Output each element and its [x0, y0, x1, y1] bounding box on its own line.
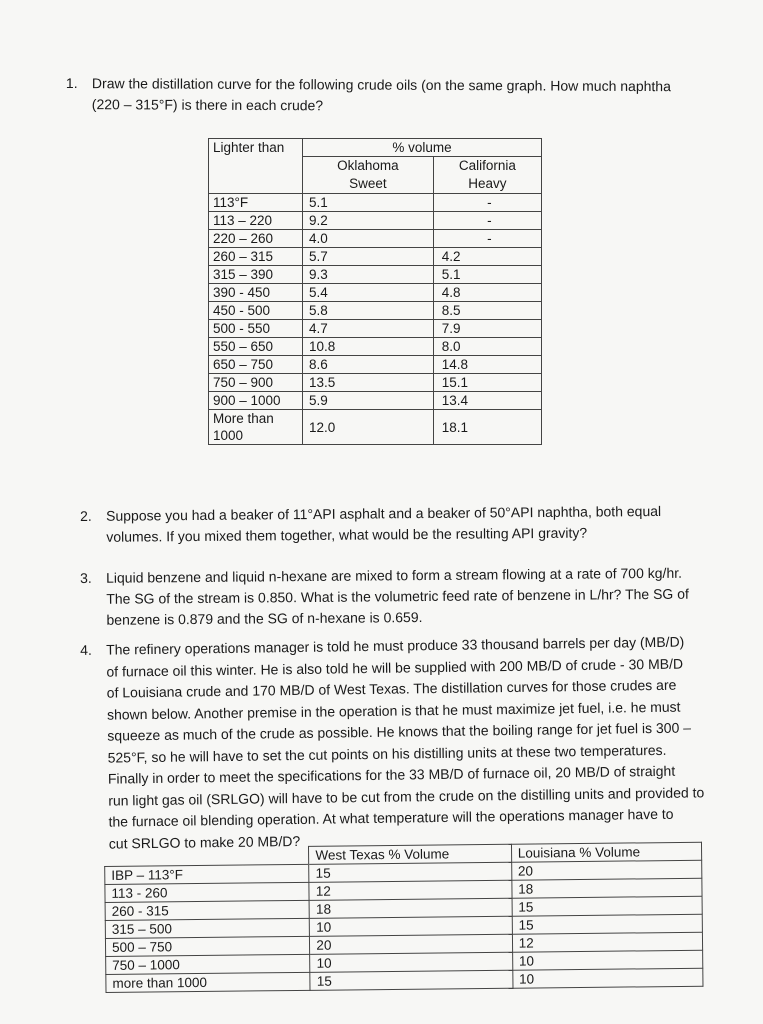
louisiana-cell: 18	[512, 878, 702, 898]
question-number: 3.	[80, 569, 92, 586]
question-text	[106, 631, 723, 855]
california-cell: 8.5	[433, 302, 541, 320]
table-row	[209, 284, 542, 302]
question-text-line: 525°F, so he will have to set the cut points on his distilling units at these two temperatures.	[107, 741, 667, 766]
range-cell: 113°F	[209, 194, 303, 212]
question-text-line: benzene is 0.879 and the SG of n-hexane is 0.659.	[106, 609, 423, 628]
question-text-line: the furnace oil blending operation. At what temperature will the operations manager have to	[108, 805, 674, 830]
west-texas-cell: 18	[309, 898, 512, 918]
california-cell: 4.8	[433, 284, 541, 302]
crude-oil-volume-table	[208, 138, 542, 445]
oklahoma-cell: 5.9	[302, 392, 433, 410]
table-body	[105, 860, 703, 992]
range-cell: 500 - 550	[209, 320, 303, 338]
range-cell: 315 – 500	[105, 918, 310, 938]
california-cell: -	[433, 230, 541, 248]
header-california-heavy: California Heavy	[433, 157, 541, 194]
range-cell: 315 – 390	[209, 266, 303, 284]
header-west-texas: West Texas % Volume	[309, 844, 512, 864]
question-text-line: cut SRLGO to make 20 MB/D?	[108, 832, 301, 852]
table-row	[209, 230, 542, 248]
range-cell: 500 – 750	[105, 936, 310, 956]
table-row	[209, 212, 542, 230]
oklahoma-cell: 5.1	[302, 194, 433, 212]
table-row	[209, 194, 542, 212]
table-row	[209, 374, 542, 392]
california-cell: 7.9	[433, 320, 541, 338]
oklahoma-cell: 4.7	[302, 320, 433, 338]
california-cell: 14.8	[433, 356, 541, 374]
west-texas-cell: 15	[309, 862, 512, 882]
question-text-line: Draw the distillation curve for the following crude oils (on the same graph. How much naphtha	[91, 75, 671, 95]
west-texas-cell: 10	[310, 916, 513, 936]
question-text-line: Suppose you had a beaker of 11°API asphalt and a beaker of 50°API naphtha, both equal	[106, 502, 662, 524]
table-row	[209, 266, 542, 284]
west-texas-cell: 15	[310, 970, 513, 990]
header-lighter-than: Lighter than	[209, 139, 303, 194]
range-cell: 113 – 220	[209, 212, 303, 230]
west-texas-cell: 12	[309, 880, 512, 900]
louisiana-cell: 10	[512, 950, 702, 970]
range-cell: 750 – 1000	[106, 954, 311, 974]
louisiana-cell: 12	[512, 932, 702, 952]
table-row	[209, 356, 542, 374]
table-row	[209, 302, 542, 320]
oklahoma-cell: 10.8	[302, 338, 433, 356]
header-oklahoma-sweet: Oklahoma Sweet	[302, 157, 433, 194]
question-text-line: The refinery operations manager is told he must produce 33 thousand barrels per day (MB/D)	[106, 633, 685, 658]
louisiana-cell: 15	[512, 896, 702, 916]
question-3	[80, 562, 721, 631]
oklahoma-cell: 8.6	[302, 356, 433, 374]
range-cell: 390 - 450	[209, 284, 303, 302]
question-text-line: volumes. If you mixed them together, what would be the resulting API gravity?	[106, 524, 588, 545]
header-volume-group: % volume	[302, 139, 541, 157]
range-cell: more than 1000	[106, 972, 311, 992]
question-number: 1.	[65, 74, 78, 92]
question-text-line: shown below. Another premise in the operation is that he must maximize jet fuel, i.e. he must	[106, 698, 681, 723]
table-row	[209, 338, 542, 356]
range-cell: 260 – 315	[209, 248, 303, 266]
louisiana-cell: 20	[511, 860, 701, 880]
california-cell: 4.2	[433, 248, 541, 266]
oklahoma-cell: 12.0	[302, 410, 433, 445]
crude-distillation-table	[104, 842, 703, 993]
range-cell: More than 1000	[209, 410, 303, 445]
question-4	[80, 631, 723, 855]
oklahoma-cell: 9.2	[302, 212, 433, 230]
table-row	[209, 392, 542, 410]
question-text-line: (220 – 315°F) is there in each crude?	[91, 96, 324, 114]
question-text-line: of furnace oil this winter. He is also told he will be supplied with 200 MB/D of crude - 30 MB/D	[106, 655, 684, 680]
california-cell: 13.4	[433, 392, 541, 410]
table-row	[209, 320, 542, 338]
range-cell: 750 – 900	[209, 374, 303, 392]
range-cell: 900 – 1000	[209, 392, 303, 410]
california-cell: 5.1	[433, 266, 541, 284]
question-2	[80, 500, 720, 548]
header-louisiana: Louisiana % Volume	[511, 842, 701, 862]
california-cell: 8.0	[433, 338, 541, 356]
question-text-line: of Louisiana crude and 170 MB/D of West Texas. The distillation curves for those crudes are	[106, 676, 677, 701]
range-cell: IBP – 113°F	[105, 864, 310, 884]
question-text-line: squeeze as much of the crude as possible. He knows that the boiling range for jet fuel is 300 –	[107, 719, 692, 744]
question-text-line: run light gas oil (SRLGO) will have to be cut from the crude on the distilling units and provided to	[108, 783, 705, 809]
question-1	[66, 73, 716, 118]
california-cell: 15.1	[433, 374, 541, 392]
california-cell: -	[433, 212, 541, 230]
question-number: 4.	[80, 641, 92, 658]
california-cell: -	[433, 194, 541, 212]
louisiana-cell: 15	[512, 914, 702, 934]
range-cell: 260 - 315	[105, 900, 310, 920]
table-row	[209, 248, 542, 266]
oklahoma-cell: 9.3	[302, 266, 433, 284]
west-texas-cell: 20	[310, 934, 513, 954]
range-cell: 220 – 260	[209, 230, 303, 248]
table-body	[209, 194, 542, 445]
range-cell: 113 - 260	[105, 882, 310, 902]
header-empty	[105, 846, 310, 866]
louisiana-cell: 10	[513, 968, 703, 988]
west-texas-cell: 10	[310, 952, 513, 972]
california-cell: 18.1	[433, 410, 541, 445]
question-text-line: Liquid benzene and liquid n-hexane are mixed to form a stream flowing at a rate of 700 kg/hr.	[106, 564, 683, 586]
question-number: 2.	[80, 507, 92, 524]
question-text-line: Finally in order to meet the specifications for the 33 MB/D of furnace oil, 20 MB/D of straight	[107, 762, 676, 787]
question-text-line: The SG of the stream is 0.850. What is the volumetric feed rate of benzene in L/hr? The SG of	[106, 585, 689, 607]
oklahoma-cell: 13.5	[302, 374, 433, 392]
range-cell: 650 – 750	[209, 356, 303, 374]
oklahoma-cell: 5.4	[302, 284, 433, 302]
table-row	[209, 410, 542, 445]
oklahoma-cell: 4.0	[302, 230, 433, 248]
range-cell: 550 – 650	[209, 338, 303, 356]
oklahoma-cell: 5.8	[302, 302, 433, 320]
range-cell: 450 - 500	[209, 302, 303, 320]
oklahoma-cell: 5.7	[302, 248, 433, 266]
